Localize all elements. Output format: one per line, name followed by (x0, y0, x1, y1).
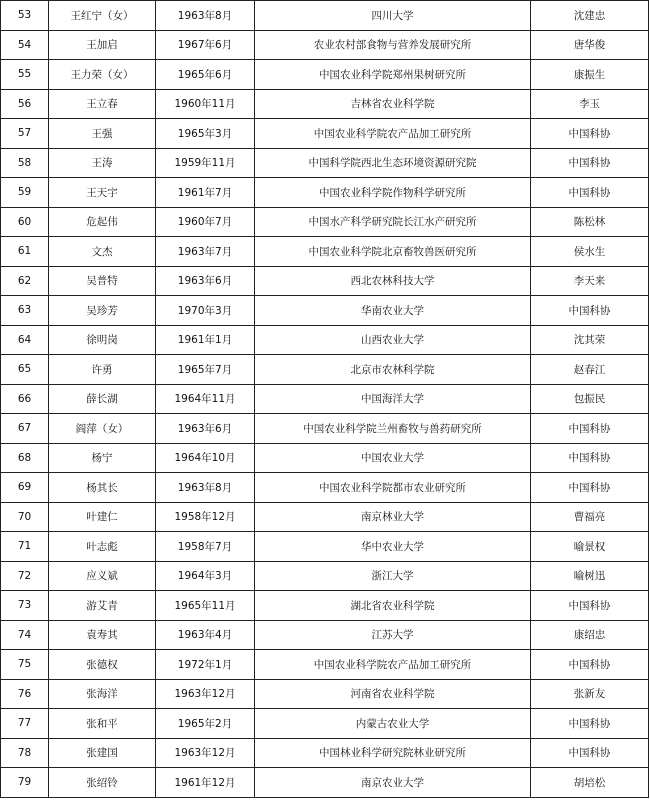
birth-date-cell: 1965年11月 (156, 591, 255, 621)
table-row (1, 266, 649, 296)
name-cell: 王天宇 (49, 178, 156, 208)
name-cell: 薛长湖 (49, 384, 156, 414)
nominator-cell: 唐华俊 (531, 30, 649, 60)
table-row (1, 620, 649, 650)
institution-cell: 南京林业大学 (255, 502, 531, 532)
name-cell: 危起伟 (49, 207, 156, 237)
nominator-cell: 李玉 (531, 89, 649, 119)
row-number-cell: 63 (1, 296, 49, 326)
name-cell: 张绍铃 (49, 768, 156, 798)
table-row (1, 89, 649, 119)
birth-date-cell: 1958年7月 (156, 532, 255, 562)
name-cell: 张建国 (49, 738, 156, 768)
nominator-cell: 中国科协 (531, 738, 649, 768)
nominator-cell: 中国科协 (531, 650, 649, 680)
table-row (1, 768, 649, 798)
name-cell: 张和平 (49, 709, 156, 739)
birth-date-cell: 1965年3月 (156, 119, 255, 149)
nominator-cell: 喻景权 (531, 532, 649, 562)
table-row (1, 679, 649, 709)
table-row (1, 119, 649, 149)
nominator-cell: 中国科协 (531, 178, 649, 208)
row-number-cell: 69 (1, 473, 49, 503)
name-cell: 吴珍芳 (49, 296, 156, 326)
row-number-cell: 60 (1, 207, 49, 237)
birth-date-cell: 1972年1月 (156, 650, 255, 680)
table-row (1, 207, 649, 237)
institution-cell: 四川大学 (255, 1, 531, 31)
nominator-cell: 李天来 (531, 266, 649, 296)
row-number-cell: 76 (1, 679, 49, 709)
table-row (1, 1, 649, 31)
birth-date-cell: 1963年8月 (156, 1, 255, 31)
nominator-cell: 沈其荣 (531, 325, 649, 355)
name-cell: 阎萍（女） (49, 414, 156, 444)
institution-cell: 吉林省农业科学院 (255, 89, 531, 119)
table-row (1, 384, 649, 414)
name-cell: 文杰 (49, 237, 156, 267)
institution-cell: 华南农业大学 (255, 296, 531, 326)
row-number-cell: 53 (1, 1, 49, 31)
birth-date-cell: 1965年2月 (156, 709, 255, 739)
table-row (1, 355, 649, 385)
birth-date-cell: 1967年6月 (156, 30, 255, 60)
birth-date-cell: 1963年8月 (156, 473, 255, 503)
birth-date-cell: 1961年12月 (156, 768, 255, 798)
birth-date-cell: 1963年12月 (156, 738, 255, 768)
nominator-cell: 中国科协 (531, 473, 649, 503)
institution-cell: 浙江大学 (255, 561, 531, 591)
row-number-cell: 57 (1, 119, 49, 149)
institution-cell: 中国林业科学研究院林业研究所 (255, 738, 531, 768)
row-number-cell: 59 (1, 178, 49, 208)
birth-date-cell: 1964年11月 (156, 384, 255, 414)
birth-date-cell: 1959年11月 (156, 148, 255, 178)
table-row (1, 30, 649, 60)
birth-date-cell: 1960年7月 (156, 207, 255, 237)
birth-date-cell: 1963年7月 (156, 237, 255, 267)
table-row (1, 738, 649, 768)
table-row (1, 709, 649, 739)
table-row (1, 502, 649, 532)
table-row (1, 148, 649, 178)
institution-cell: 中国农业科学院农产品加工研究所 (255, 650, 531, 680)
nominator-cell: 中国科协 (531, 709, 649, 739)
institution-cell: 中国水产科学研究院长江水产研究所 (255, 207, 531, 237)
institution-cell: 山西农业大学 (255, 325, 531, 355)
table-row (1, 296, 649, 326)
table-row (1, 325, 649, 355)
table-row (1, 473, 649, 503)
row-number-cell: 73 (1, 591, 49, 621)
name-cell: 许勇 (49, 355, 156, 385)
nominator-cell: 曹福亮 (531, 502, 649, 532)
table-row (1, 443, 649, 473)
table-row (1, 532, 649, 562)
name-cell: 叶建仁 (49, 502, 156, 532)
name-cell: 吴普特 (49, 266, 156, 296)
name-cell: 杨其长 (49, 473, 156, 503)
nominator-cell: 包振民 (531, 384, 649, 414)
nominator-cell: 陈松林 (531, 207, 649, 237)
row-number-cell: 79 (1, 768, 49, 798)
row-number-cell: 74 (1, 620, 49, 650)
birth-date-cell: 1965年6月 (156, 60, 255, 90)
name-cell: 应义斌 (49, 561, 156, 591)
row-number-cell: 68 (1, 443, 49, 473)
row-number-cell: 70 (1, 502, 49, 532)
institution-cell: 内蒙古农业大学 (255, 709, 531, 739)
row-number-cell: 66 (1, 384, 49, 414)
nominator-cell: 中国科协 (531, 443, 649, 473)
institution-cell: 湖北省农业科学院 (255, 591, 531, 621)
name-cell: 张海洋 (49, 679, 156, 709)
institution-cell: 中国农业科学院郑州果树研究所 (255, 60, 531, 90)
nominator-cell: 中国科协 (531, 296, 649, 326)
row-number-cell: 58 (1, 148, 49, 178)
birth-date-cell: 1964年3月 (156, 561, 255, 591)
row-number-cell: 67 (1, 414, 49, 444)
nominator-cell: 沈建忠 (531, 1, 649, 31)
table-row (1, 650, 649, 680)
name-cell: 王涛 (49, 148, 156, 178)
institution-cell: 中国科学院西北生态环境资源研究院 (255, 148, 531, 178)
row-number-cell: 78 (1, 738, 49, 768)
nominator-cell: 康绍忠 (531, 620, 649, 650)
birth-date-cell: 1970年3月 (156, 296, 255, 326)
nominator-cell: 中国科协 (531, 414, 649, 444)
table-row (1, 591, 649, 621)
institution-cell: 中国农业科学院农产品加工研究所 (255, 119, 531, 149)
birth-date-cell: 1965年7月 (156, 355, 255, 385)
institution-cell: 南京农业大学 (255, 768, 531, 798)
name-cell: 张德权 (49, 650, 156, 680)
nominator-cell: 赵春江 (531, 355, 649, 385)
row-number-cell: 61 (1, 237, 49, 267)
institution-cell: 中国农业大学 (255, 443, 531, 473)
nominator-cell: 张新友 (531, 679, 649, 709)
name-cell: 徐明岗 (49, 325, 156, 355)
table-row (1, 414, 649, 444)
birth-date-cell: 1958年12月 (156, 502, 255, 532)
name-cell: 杨宁 (49, 443, 156, 473)
table-body (1, 1, 649, 798)
nominator-cell: 侯水生 (531, 237, 649, 267)
institution-cell: 北京市农林科学院 (255, 355, 531, 385)
institution-cell: 中国农业科学院作物科学研究所 (255, 178, 531, 208)
table-row (1, 237, 649, 267)
birth-date-cell: 1963年6月 (156, 414, 255, 444)
name-cell: 王强 (49, 119, 156, 149)
row-number-cell: 56 (1, 89, 49, 119)
institution-cell: 中国农业科学院都市农业研究所 (255, 473, 531, 503)
nominator-cell: 康振生 (531, 60, 649, 90)
institution-cell: 中国农业科学院北京畜牧兽医研究所 (255, 237, 531, 267)
institution-cell: 西北农林科技大学 (255, 266, 531, 296)
row-number-cell: 65 (1, 355, 49, 385)
nominator-cell: 中国科协 (531, 148, 649, 178)
table-row (1, 178, 649, 208)
birth-date-cell: 1961年7月 (156, 178, 255, 208)
row-number-cell: 71 (1, 532, 49, 562)
name-cell: 王力荣（女） (49, 60, 156, 90)
birth-date-cell: 1963年4月 (156, 620, 255, 650)
birth-date-cell: 1964年10月 (156, 443, 255, 473)
name-cell: 袁寿其 (49, 620, 156, 650)
institution-cell: 华中农业大学 (255, 532, 531, 562)
row-number-cell: 77 (1, 709, 49, 739)
name-cell: 叶志彪 (49, 532, 156, 562)
row-number-cell: 72 (1, 561, 49, 591)
table-row (1, 60, 649, 90)
nominator-cell: 喻树迅 (531, 561, 649, 591)
institution-cell: 农业农村部食物与营养发展研究所 (255, 30, 531, 60)
nominator-cell: 胡培松 (531, 768, 649, 798)
row-number-cell: 55 (1, 60, 49, 90)
birth-date-cell: 1960年11月 (156, 89, 255, 119)
birth-date-cell: 1963年12月 (156, 679, 255, 709)
row-number-cell: 64 (1, 325, 49, 355)
name-cell: 王立春 (49, 89, 156, 119)
row-number-cell: 62 (1, 266, 49, 296)
institution-cell: 河南省农业科学院 (255, 679, 531, 709)
nominator-cell: 中国科协 (531, 119, 649, 149)
birth-date-cell: 1963年6月 (156, 266, 255, 296)
institution-cell: 江苏大学 (255, 620, 531, 650)
name-cell: 游艾青 (49, 591, 156, 621)
table-row (1, 561, 649, 591)
nominator-cell: 中国科协 (531, 591, 649, 621)
name-cell: 王红宁（女） (49, 1, 156, 31)
institution-cell: 中国海洋大学 (255, 384, 531, 414)
row-number-cell: 54 (1, 30, 49, 60)
institution-cell: 中国农业科学院兰州畜牧与兽药研究所 (255, 414, 531, 444)
birth-date-cell: 1961年1月 (156, 325, 255, 355)
row-number-cell: 75 (1, 650, 49, 680)
name-cell: 王加启 (49, 30, 156, 60)
